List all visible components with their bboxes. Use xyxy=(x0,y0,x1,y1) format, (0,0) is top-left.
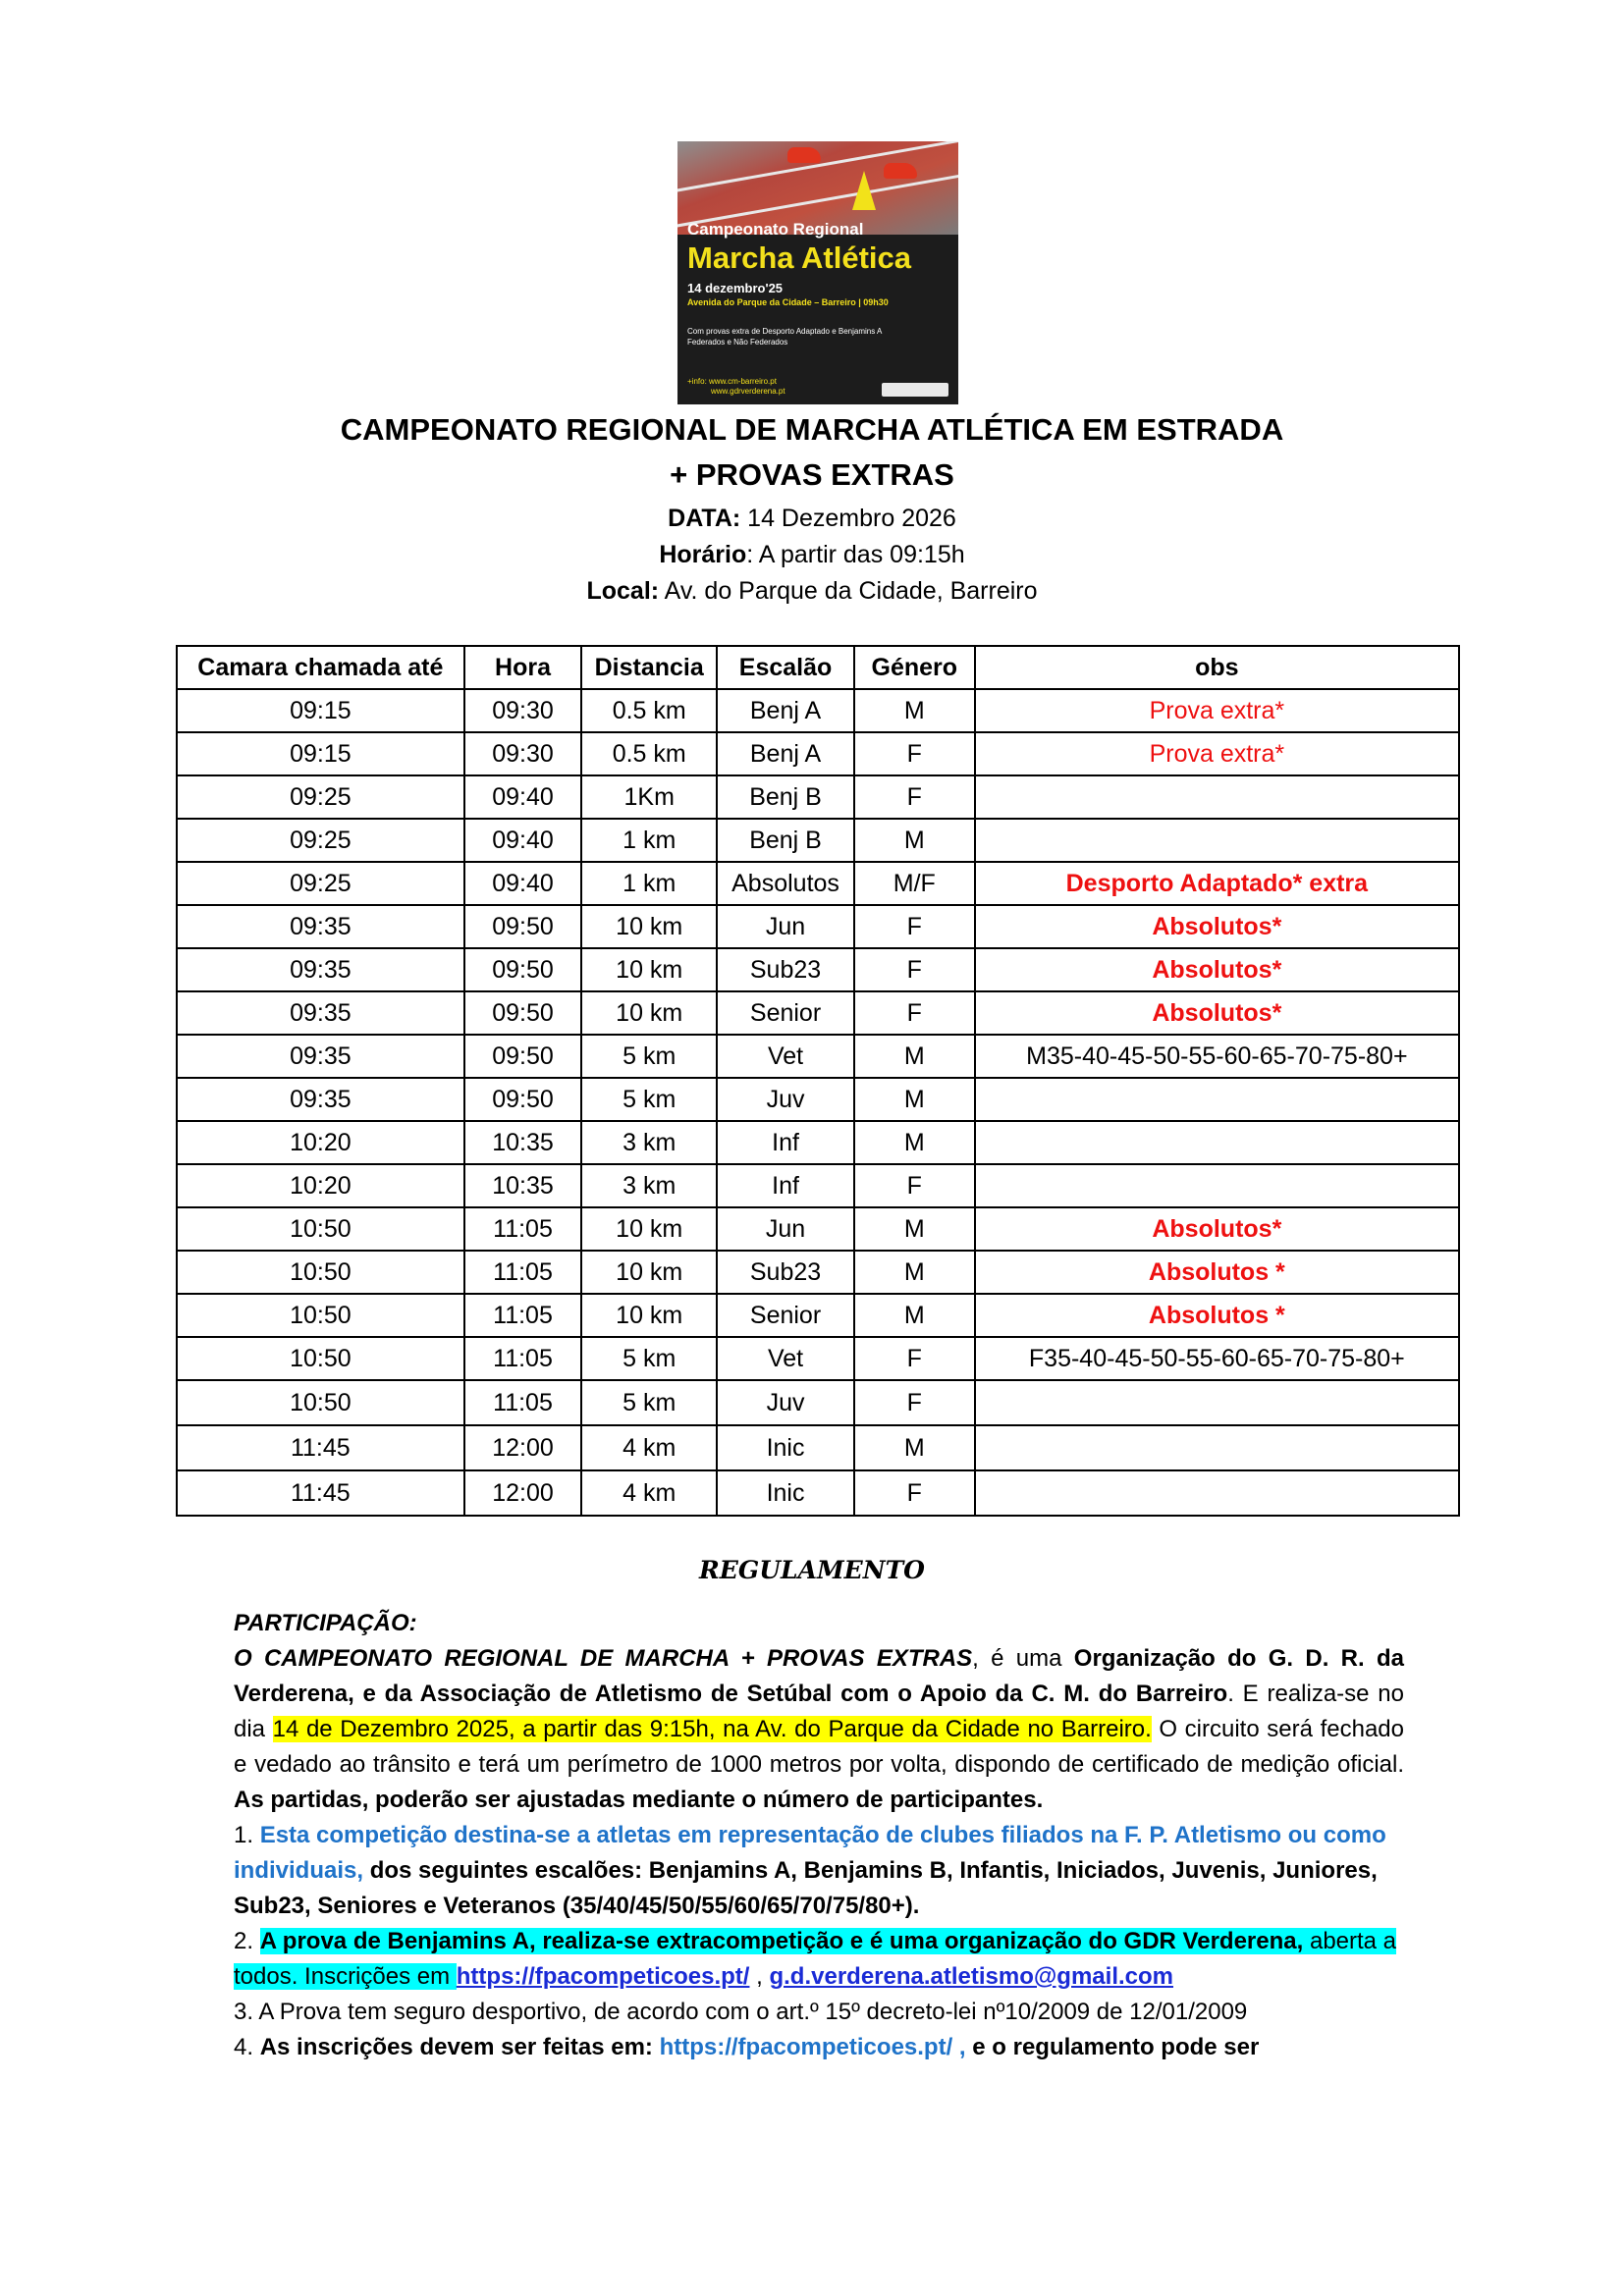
gender-cell: M xyxy=(854,819,975,862)
item-1 xyxy=(234,1818,1404,1924)
p1-text-f: O circuito será fechado e vedado ao trânsito e terá um perímetro de 1000 metros por volta, dispondo de certificado de medição oficial. xyxy=(234,1716,1404,1778)
item-2 xyxy=(234,1924,1404,1995)
table-row xyxy=(177,1425,1459,1470)
organizers: Organização do G. D. R. da Verderena, e da Associação de Atletismo de Setúbal com o Apoio da C. M. do Barreiro xyxy=(234,1645,1404,1707)
table-row xyxy=(177,732,1459,775)
time-cell: 09:50 xyxy=(464,1078,582,1121)
event-poster xyxy=(677,141,958,404)
table-row xyxy=(177,1251,1459,1294)
gender-cell: M xyxy=(854,1294,975,1337)
category-cell: Jun xyxy=(717,1207,854,1251)
obs-cell: Absolutos * xyxy=(975,1294,1459,1337)
call-cell: 09:35 xyxy=(177,1078,464,1121)
distance-cell: 1Km xyxy=(581,775,717,819)
poster-line3: 14 dezembro'25 xyxy=(687,281,784,295)
category-cell: Senior xyxy=(717,1294,854,1337)
item-4-num: 4. xyxy=(234,2034,260,2060)
gender-cell: F xyxy=(854,905,975,948)
call-cell: 11:45 xyxy=(177,1425,464,1470)
obs-cell: Prova extra* xyxy=(975,689,1459,732)
category-cell: Juv xyxy=(717,1078,854,1121)
category-cell: Vet xyxy=(717,1035,854,1078)
table-row xyxy=(177,862,1459,905)
distance-cell: 10 km xyxy=(581,1251,717,1294)
call-cell: 10:50 xyxy=(177,1251,464,1294)
col-header: Género xyxy=(854,646,975,689)
category-cell: Benj B xyxy=(717,819,854,862)
distance-cell: 0.5 km xyxy=(581,732,717,775)
category-cell: Juv xyxy=(717,1380,854,1425)
time-cell: 11:05 xyxy=(464,1294,582,1337)
poster-info xyxy=(687,377,785,397)
gender-cell: M xyxy=(854,1078,975,1121)
time-cell: 09:30 xyxy=(464,689,582,732)
category-cell: Benj A xyxy=(717,732,854,775)
col-header: Escalão xyxy=(717,646,854,689)
distance-cell: 3 km xyxy=(581,1121,717,1164)
obs-cell xyxy=(975,775,1459,819)
date-value: 14 Dezembro 2026 xyxy=(740,505,956,532)
item-2-highlight: A prova de Benjamins A, realiza-se extracompetição e é uma organização do GDR Verderena, xyxy=(259,1928,1304,1954)
obs-cell xyxy=(975,1164,1459,1207)
table-row xyxy=(177,1337,1459,1380)
distance-cell: 10 km xyxy=(581,948,717,991)
distance-cell: 1 km xyxy=(581,819,717,862)
call-cell: 10:50 xyxy=(177,1337,464,1380)
distance-cell: 10 km xyxy=(581,1294,717,1337)
category-cell: Inf xyxy=(717,1121,854,1164)
table-row xyxy=(177,1294,1459,1337)
item-3-text: 3. A Prova tem seguro desportivo, de acordo com o art.º 15º decreto-lei nº10/2009 de 12/01/2009 xyxy=(234,1999,1248,2025)
call-cell: 09:25 xyxy=(177,819,464,862)
gender-cell: F xyxy=(854,1470,975,1516)
category-cell: Benj A xyxy=(717,689,854,732)
time-cell: 12:00 xyxy=(464,1425,582,1470)
category-cell: Vet xyxy=(717,1337,854,1380)
gender-cell: M xyxy=(854,689,975,732)
distance-cell: 1 km xyxy=(581,862,717,905)
lane-line xyxy=(677,141,958,194)
call-cell: 11:45 xyxy=(177,1470,464,1516)
date-line xyxy=(0,505,1624,533)
gender-cell: F xyxy=(854,991,975,1035)
item-1-blue: Esta competição destina-se a atletas em representação de clubes filiados na F. P. Atletismo ou como individuais, xyxy=(234,1822,1386,1884)
gender-cell: M/F xyxy=(854,862,975,905)
call-cell: 10:50 xyxy=(177,1380,464,1425)
date-label: DATA: xyxy=(668,505,741,532)
obs-cell: Absolutos* xyxy=(975,948,1459,991)
item-4 xyxy=(234,2030,1404,2065)
gender-cell: F xyxy=(854,1380,975,1425)
item-4-text-a: As inscrições devem ser feitas em: xyxy=(259,2034,660,2060)
time-cell: 09:30 xyxy=(464,732,582,775)
call-cell: 10:20 xyxy=(177,1164,464,1207)
table-header-row xyxy=(177,646,1459,689)
call-cell: 10:50 xyxy=(177,1294,464,1337)
event-name: O CAMPEONATO REGIONAL DE MARCHA + PROVAS EXTRAS xyxy=(234,1645,973,1672)
gender-cell: M xyxy=(854,1035,975,1078)
time-cell: 12:00 xyxy=(464,1470,582,1516)
obs-cell: Absolutos * xyxy=(975,1251,1459,1294)
time-cell: 09:50 xyxy=(464,905,582,948)
col-header: Hora xyxy=(464,646,582,689)
obs-cell xyxy=(975,1121,1459,1164)
category-cell: Absolutos xyxy=(717,862,854,905)
time-cell: 09:50 xyxy=(464,991,582,1035)
shoe xyxy=(884,163,917,179)
table-row xyxy=(177,689,1459,732)
gender-cell: M xyxy=(854,1251,975,1294)
distance-cell: 3 km xyxy=(581,1164,717,1207)
poster-info2: www.gdrverderena.pt xyxy=(711,387,785,396)
item-1-categories: dos seguintes escalões: Benjamins A, Benjamins B, Infantis, Iniciados, Juvenis, Juniores, Sub23, Seniores e Veteranos (35/40/45/50/55/60/65/70/75/80+). xyxy=(234,1857,1378,1919)
time-cell: 11:05 xyxy=(464,1207,582,1251)
section-heading xyxy=(234,1606,1404,1641)
obs-cell xyxy=(975,819,1459,862)
fpa-link[interactable]: https://fpacompeticoes.pt/ xyxy=(456,1963,750,1990)
participation-paragraph xyxy=(234,1641,1404,1818)
time-cell: 09:40 xyxy=(464,862,582,905)
poster-line4: Avenida do Parque da Cidade – Barreiro | 09h30 xyxy=(687,297,889,307)
distance-cell: 5 km xyxy=(581,1078,717,1121)
regulation-title: REGULAMENTO xyxy=(699,1556,925,1584)
obs-cell: Absolutos* xyxy=(975,991,1459,1035)
call-cell: 09:35 xyxy=(177,905,464,948)
regulation-body xyxy=(234,1606,1404,2065)
table-row xyxy=(177,1470,1459,1516)
start-adjust-note: As partidas, poderão ser ajustadas mediante o número de participantes. xyxy=(234,1787,1044,1813)
call-cell: 09:25 xyxy=(177,862,464,905)
col-header: obs xyxy=(975,646,1459,689)
item-1-num: 1. xyxy=(234,1822,260,1848)
gender-cell: F xyxy=(854,1164,975,1207)
table-row xyxy=(177,1121,1459,1164)
obs-cell: F35-40-45-50-55-60-65-70-75-80+ xyxy=(975,1337,1459,1380)
item-2-num: 2. xyxy=(234,1928,260,1954)
table-row xyxy=(177,1207,1459,1251)
poster-line2: Marcha Atlética xyxy=(687,240,911,275)
table-row xyxy=(177,905,1459,948)
obs-cell: M35-40-45-50-55-60-65-70-75-80+ xyxy=(975,1035,1459,1078)
table-row xyxy=(177,1164,1459,1207)
cone xyxy=(852,171,876,210)
item-4-link[interactable]: https://fpacompeticoes.pt/ , xyxy=(659,2034,966,2060)
obs-cell: Absolutos* xyxy=(975,905,1459,948)
table-row xyxy=(177,1035,1459,1078)
call-cell: 10:50 xyxy=(177,1207,464,1251)
category-cell: Senior xyxy=(717,991,854,1035)
time-cell: 09:40 xyxy=(464,775,582,819)
time-cell: 09:50 xyxy=(464,1035,582,1078)
table-row xyxy=(177,948,1459,991)
distance-cell: 4 km xyxy=(581,1470,717,1516)
category-cell: Sub23 xyxy=(717,1251,854,1294)
time-cell: 09:40 xyxy=(464,819,582,862)
col-header: Distancia xyxy=(581,646,717,689)
email-link[interactable]: g.d.verderena.atletismo@gmail.com xyxy=(769,1963,1173,1990)
time-line xyxy=(0,541,1624,569)
schedule-table xyxy=(176,645,1460,1517)
gender-cell: F xyxy=(854,1337,975,1380)
time-cell: 10:35 xyxy=(464,1121,582,1164)
obs-cell: Absolutos* xyxy=(975,1207,1459,1251)
obs-cell xyxy=(975,1470,1459,1516)
time-cell: 11:05 xyxy=(464,1251,582,1294)
shoe xyxy=(787,147,821,163)
poster-line1: Campeonato Regional xyxy=(687,220,864,239)
obs-cell xyxy=(975,1425,1459,1470)
time-cell: 10:35 xyxy=(464,1164,582,1207)
place-label: Local: xyxy=(586,577,660,605)
distance-cell: 10 km xyxy=(581,991,717,1035)
item-3 xyxy=(234,1995,1404,2030)
gender-cell: F xyxy=(854,948,975,991)
table-row xyxy=(177,775,1459,819)
call-cell: 09:15 xyxy=(177,732,464,775)
poster-info1: +info: www.cm-barreiro.pt xyxy=(687,377,777,386)
category-cell: Inic xyxy=(717,1470,854,1516)
time-value: : A partir das 09:15h xyxy=(746,541,965,568)
category-cell: Inic xyxy=(717,1425,854,1470)
p1-text-b: , é uma xyxy=(972,1645,1074,1672)
call-cell: 09:25 xyxy=(177,775,464,819)
time-cell: 11:05 xyxy=(464,1380,582,1425)
title-line2: + PROVAS EXTRAS xyxy=(670,457,954,492)
time-cell: 11:05 xyxy=(464,1337,582,1380)
table-row xyxy=(177,819,1459,862)
category-cell: Benj B xyxy=(717,775,854,819)
place-value: Av. do Parque da Cidade, Barreiro xyxy=(659,577,1038,605)
obs-cell xyxy=(975,1380,1459,1425)
obs-cell: Prova extra* xyxy=(975,732,1459,775)
obs-cell: Desporto Adaptado* extra xyxy=(975,862,1459,905)
table-row xyxy=(177,1078,1459,1121)
gender-cell: M xyxy=(854,1207,975,1251)
distance-cell: 5 km xyxy=(581,1035,717,1078)
sponsor-logos xyxy=(882,383,948,397)
title-line1: CAMPEONATO REGIONAL DE MARCHA ATLÉTICA EM ESTRADA xyxy=(340,412,1284,447)
call-cell: 09:35 xyxy=(177,991,464,1035)
gender-cell: F xyxy=(854,732,975,775)
gender-cell: F xyxy=(854,775,975,819)
place-line xyxy=(0,577,1624,606)
obs-cell xyxy=(975,1078,1459,1121)
distance-cell: 5 km xyxy=(581,1337,717,1380)
time-label: Horário xyxy=(659,541,747,568)
time-cell: 09:50 xyxy=(464,948,582,991)
section-heading-text: PARTICIPAÇÃO: xyxy=(234,1610,417,1636)
call-cell: 09:35 xyxy=(177,948,464,991)
gender-cell: M xyxy=(854,1121,975,1164)
item-2-text: aberta a todos. Inscrições em xyxy=(234,1928,1397,1990)
distance-cell: 4 km xyxy=(581,1425,717,1470)
distance-cell: 5 km xyxy=(581,1380,717,1425)
p1-text-d: . E realiza-se no dia xyxy=(234,1681,1405,1742)
category-cell: Jun xyxy=(717,905,854,948)
item-2-sep: , xyxy=(749,1963,770,1990)
distance-cell: 0.5 km xyxy=(581,689,717,732)
table-row xyxy=(177,991,1459,1035)
poster-line5: Com provas extra de Desporto Adaptado e Benjamins A Federados e Não Federados xyxy=(687,327,882,347)
gender-cell: M xyxy=(854,1425,975,1470)
col-header: Camara chamada até xyxy=(177,646,464,689)
distance-cell: 10 km xyxy=(581,905,717,948)
call-cell: 09:35 xyxy=(177,1035,464,1078)
category-cell: Inf xyxy=(717,1164,854,1207)
category-cell: Sub23 xyxy=(717,948,854,991)
event-date-highlight: 14 de Dezembro 2025, a partir das 9:15h, na Av. do Parque da Cidade no Barreiro. xyxy=(272,1716,1152,1742)
call-cell: 09:15 xyxy=(177,689,464,732)
distance-cell: 10 km xyxy=(581,1207,717,1251)
call-cell: 10:20 xyxy=(177,1121,464,1164)
item-4-text-b: e o regulamento pode ser xyxy=(965,2034,1260,2060)
table-row xyxy=(177,1380,1459,1425)
